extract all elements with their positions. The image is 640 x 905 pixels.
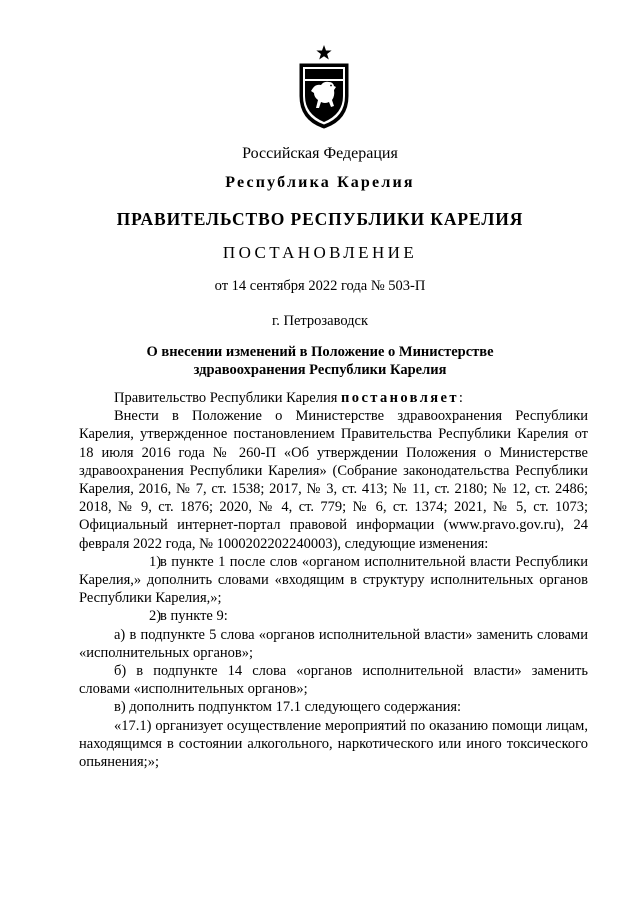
list-item-1: [79, 553, 588, 608]
sub-item-b: б) в подпункте 14 слова «органов исполнительной власти» заменить словами «исполнительных органов»;: [79, 663, 588, 698]
list-item-2-text: в пункте 9:: [160, 608, 228, 625]
date-number-line: от 14 сентября 2022 года № 503-П: [214, 278, 426, 294]
intro-bold-word: постановляет: [341, 390, 459, 406]
subject-line-2: здравоохранения Республики Карелия: [193, 362, 447, 378]
government-title: ПРАВИТЕЛЬСТВО РЕСПУБЛИКИ КАРЕЛИЯ: [116, 209, 524, 229]
star-icon: [316, 45, 331, 60]
document-body: [79, 389, 588, 771]
intro-paragraph: [79, 389, 588, 407]
list-item-2: [79, 607, 588, 625]
coat-of-arms-emblem: [294, 44, 354, 130]
quoted-text: «17.1) организует осуществление мероприятий по оказанию помощи лицам, находящимся в состоянии алкогольного, наркотического или иного токсического опьянения;»;: [79, 717, 588, 771]
list-item-1-text: в пункте 1 после слов «органом исполнительной власти Республики Карелия,» дополнить словами «входящим в структуру исполнительных органов Республики Карелия,»;: [79, 553, 588, 607]
intro-prefix: Правительство Республики Карелия: [114, 390, 342, 406]
sub-item-c: в) дополнить подпунктом 17.1 следующего содержания:: [114, 699, 462, 716]
document-type: ПОСТАНОВЛЕНИЕ: [222, 243, 418, 262]
intro-suffix: :: [458, 390, 463, 406]
republic-name: Республика Карелия: [225, 174, 415, 191]
list-item-1-number: 1): [149, 553, 162, 570]
main-paragraph: Внести в Положение о Министерстве здравоохранения Республики Карелия, утвержденное постановлением Правительства Республики Карелия от 18 июля 2016 года № 260-П «Об утверждении Положения о Министерстве здравоохранения Республики Карелия» (Собрание законодательства Республики Карелия, 2016, № 7, ст. 1538; 2017, № 3, ст. 413; № 11, ст. 2180; № 12, ст. 2486; 2018, № 9, ст. 1876; 2020, № 4, ст. 779; № 6, ст. 1374; 2021, № 5, ст. 1073; Официальный интернет-портал правовой информации (www.pravo.gov.ru), 24 февраля 2022 года, № 1000202202240003), следующие изменения:: [79, 408, 588, 552]
country-name: Российская Федерация: [242, 145, 398, 162]
document-subject: [0, 343, 640, 379]
sub-item-a: а) в подпункте 5 слова «органов исполнительной власти» заменить словами «исполнительных органов»;: [79, 626, 588, 661]
list-item-2-number: 2): [149, 608, 162, 625]
city-name: г. Петрозаводск: [271, 313, 369, 329]
subject-line-1: О внесении изменений в Положение о Министерстве: [146, 344, 494, 360]
